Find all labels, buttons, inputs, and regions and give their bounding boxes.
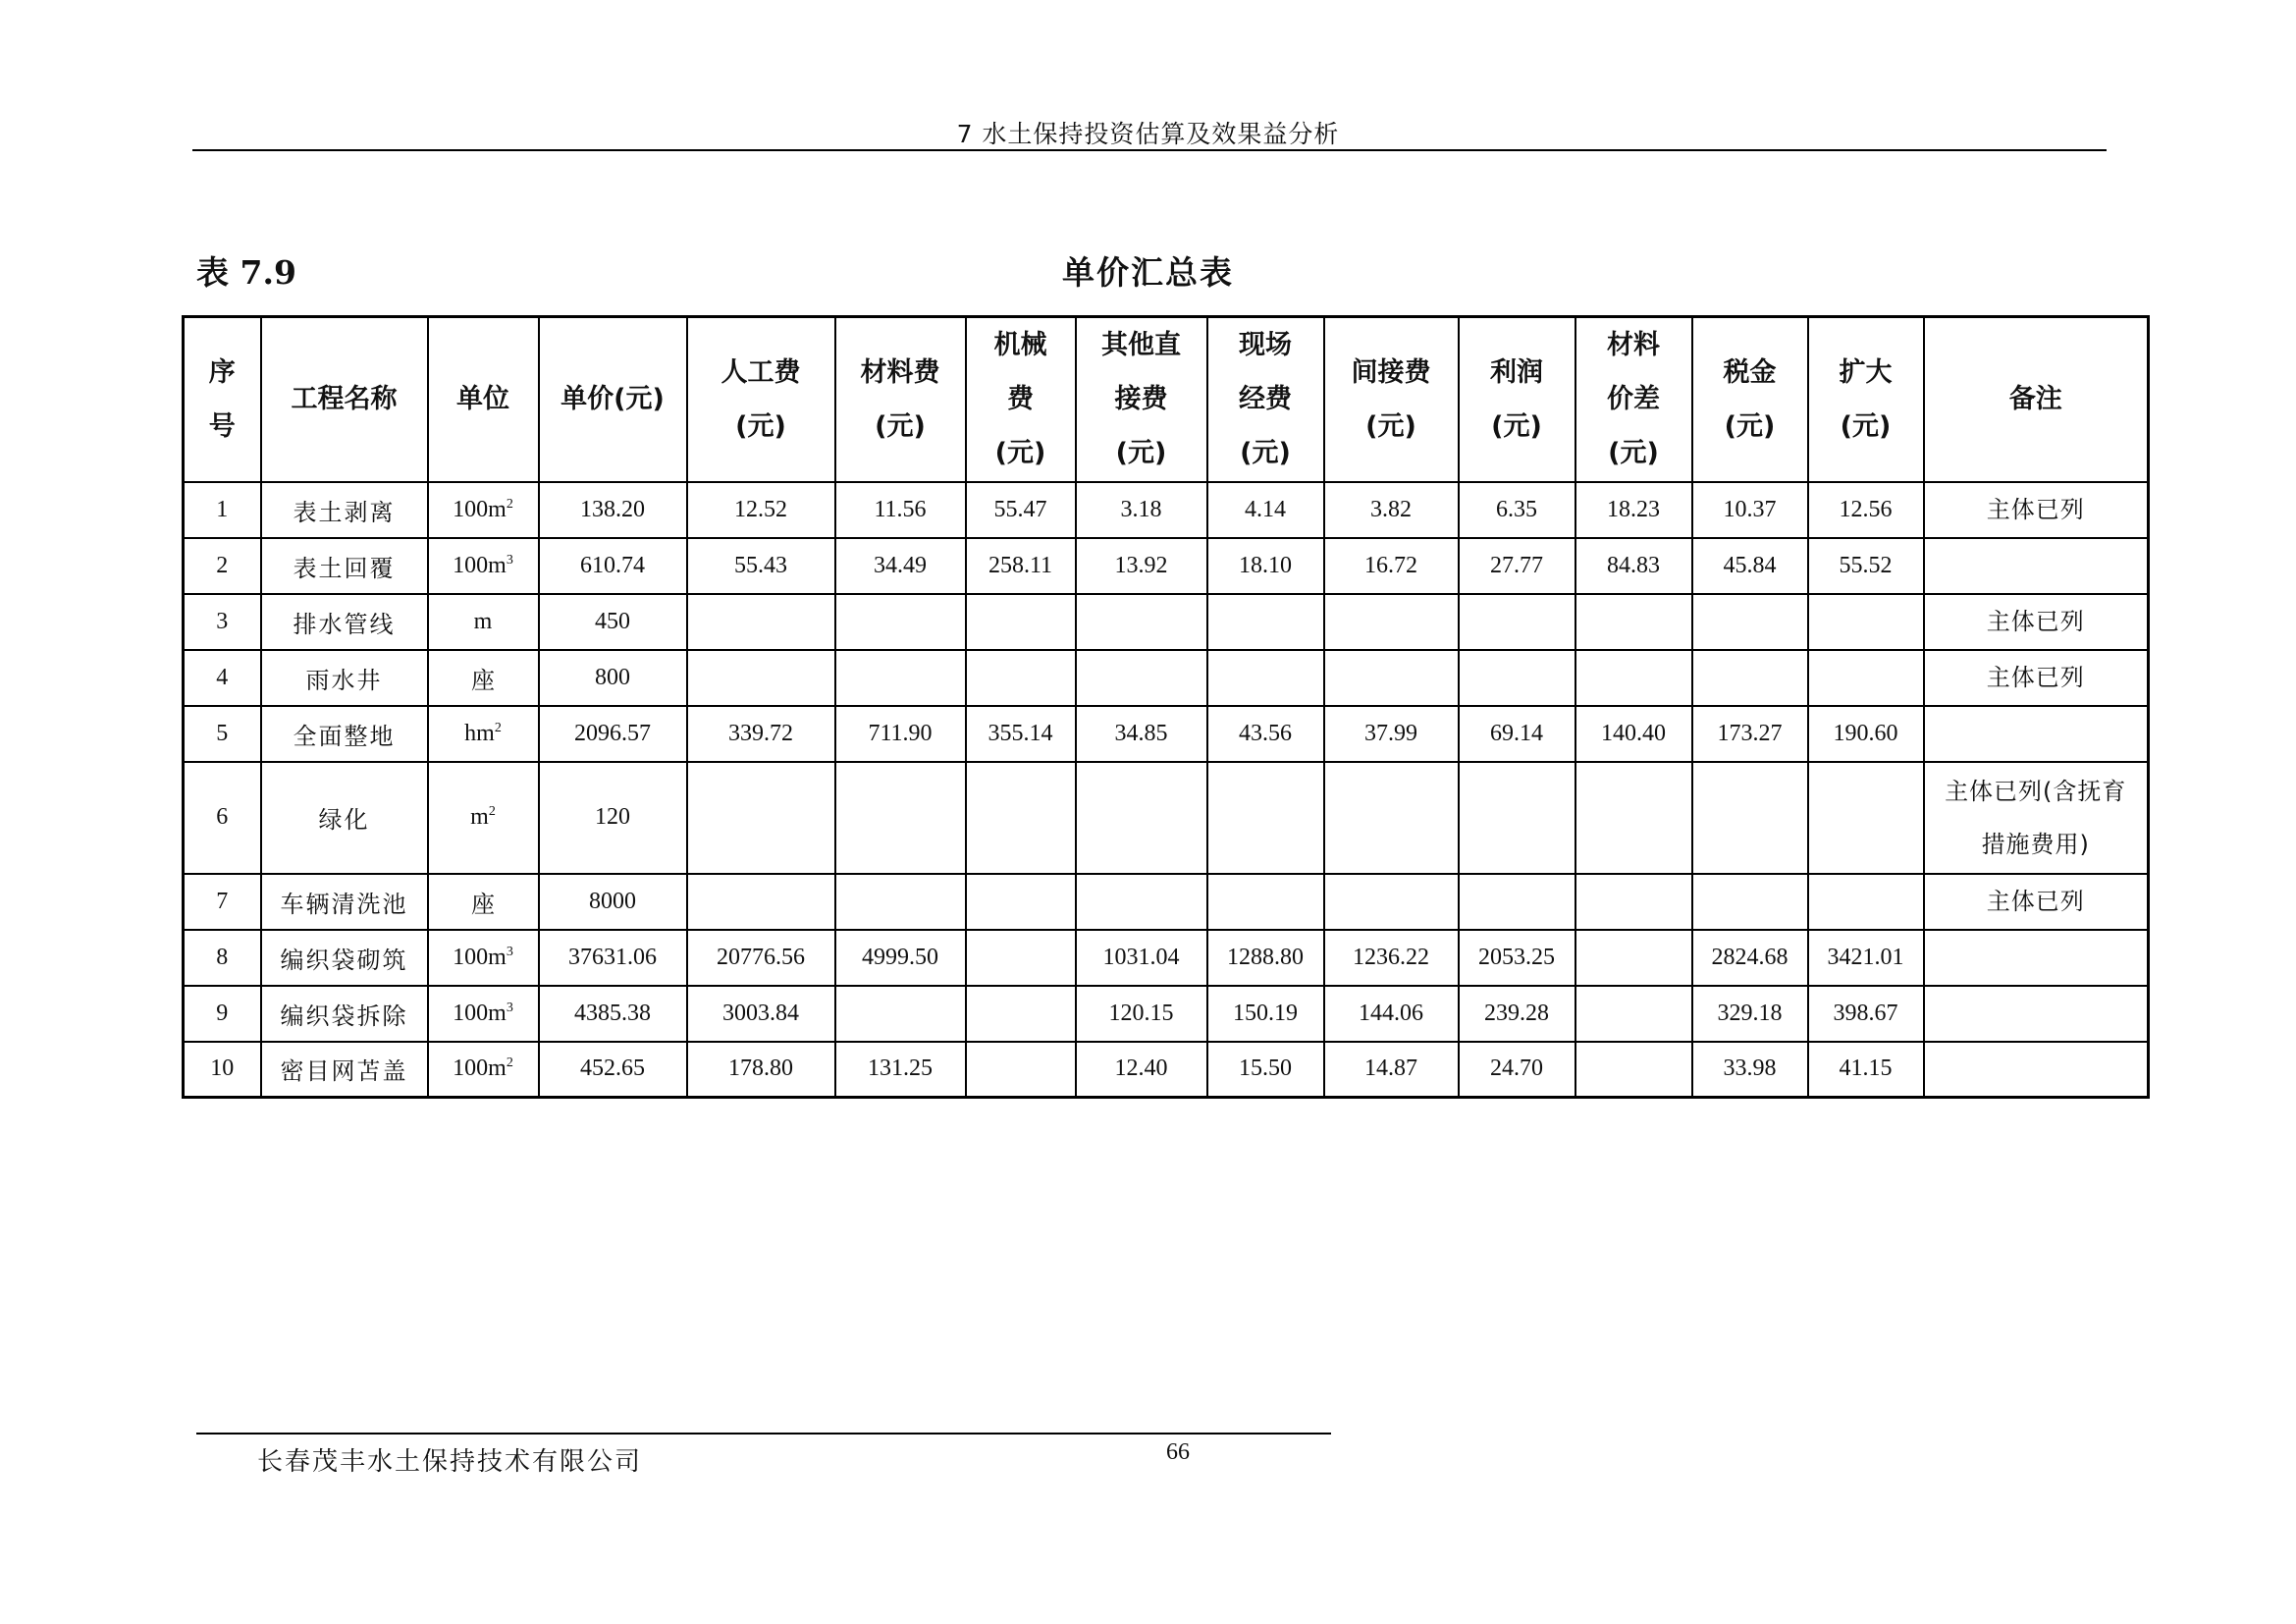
cost-machine [966,594,1076,650]
column-header-line: 其他直 [1101,330,1181,361]
cost-labor: 20776.56 [687,930,835,986]
cost-price: 138.20 [539,482,687,538]
column-header-line: 材料 [1607,330,1660,361]
cost-expand: 398.67 [1808,986,1924,1042]
unit-cell [428,762,539,874]
unit-base: 100m [453,1000,507,1026]
column-header [966,317,1076,482]
column-header-line: (元) [1115,438,1167,469]
unit-cell [428,650,539,706]
row-number: 2 [184,538,261,594]
unit-cell [428,706,539,762]
column-header-line: 税金 [1723,356,1777,388]
row-number: 5 [184,706,261,762]
cost-profit: 6.35 [1459,482,1575,538]
cost-profit: 2053.25 [1459,930,1575,986]
cost-profit [1459,650,1575,706]
column-header [1207,317,1324,482]
cost-labor [687,762,835,874]
table-title: 单价汇总表 [1062,253,1234,292]
column-header [428,317,539,482]
column-header [1076,317,1207,482]
note-cell [1924,706,2149,762]
cost-indirect [1324,874,1459,930]
cost-machine [966,986,1076,1042]
cost-price-diff: 140.40 [1575,706,1692,762]
cost-expand [1808,762,1924,874]
note-line: 主体已列 [1986,888,2085,915]
cost-price-diff [1575,762,1692,874]
cost-other-direct: 12.40 [1076,1042,1207,1098]
cost-expand: 41.15 [1808,1042,1924,1098]
footer-rule [196,1433,1331,1435]
cost-material: 131.25 [835,1042,966,1098]
header-rule [192,149,2107,151]
column-header-line: 工程名称 [291,384,398,415]
cost-expand: 190.60 [1808,706,1924,762]
row-number: 10 [184,1042,261,1098]
page-number: 66 [1166,1439,1190,1465]
cost-profit: 24.70 [1459,1042,1575,1098]
cost-price-diff [1575,986,1692,1042]
cost-expand [1808,650,1924,706]
unit-price-table [182,315,2150,1099]
column-header [1459,317,1575,482]
row-number: 4 [184,650,261,706]
column-header-line: 备注 [2008,384,2062,415]
note-cell [1924,650,2149,706]
column-header-line: (元) [994,438,1046,469]
column-header [261,317,428,482]
note-line: 主体已列 [1986,664,2085,691]
unit-exponent: 2 [506,1056,513,1071]
cost-machine: 258.11 [966,538,1076,594]
cost-indirect: 37.99 [1324,706,1459,762]
unit-base: hm [464,720,495,746]
cost-tax [1692,874,1808,930]
cost-material [835,762,966,874]
cost-site: 150.19 [1207,986,1324,1042]
column-header-line: (元) [735,410,786,442]
cost-price: 450 [539,594,687,650]
column-header-line: 价差 [1607,384,1660,415]
cost-labor: 12.52 [687,482,835,538]
cost-site: 43.56 [1207,706,1324,762]
unit-base: 100m [453,496,507,522]
footer-company: 长春茂丰水土保持技术有限公司 [257,1447,643,1477]
unit-exponent: 2 [506,496,513,512]
cost-other-direct: 3.18 [1076,482,1207,538]
cost-labor [687,874,835,930]
note-cell [1924,930,2149,986]
unit-exponent: 3 [506,552,513,568]
cost-other-direct [1076,594,1207,650]
table-row [184,482,2149,538]
column-header-line: 间接费 [1351,356,1431,388]
column-header-line: 经费 [1239,384,1292,415]
column-header-line: (元) [1491,410,1542,442]
cost-labor: 339.72 [687,706,835,762]
table-row [184,706,2149,762]
unit-base: 100m [453,552,507,578]
cost-machine: 355.14 [966,706,1076,762]
unit-base: 100m [453,1056,507,1082]
column-header-line: 号 [208,410,236,442]
cost-site: 4.14 [1207,482,1324,538]
cost-expand: 3421.01 [1808,930,1924,986]
table-row [184,1042,2149,1098]
cost-other-direct: 120.15 [1076,986,1207,1042]
cost-profit: 69.14 [1459,706,1575,762]
note-line: 主体已列(含抚育 [1945,777,2127,805]
cost-other-direct [1076,762,1207,874]
cost-site [1207,762,1324,874]
cost-price: 452.65 [539,1042,687,1098]
cost-indirect [1324,762,1459,874]
note-cell [1924,482,2149,538]
note-cell [1924,1042,2149,1098]
cost-price-diff [1575,930,1692,986]
cost-other-direct: 34.85 [1076,706,1207,762]
cost-indirect: 144.06 [1324,986,1459,1042]
cost-other-direct [1076,650,1207,706]
cost-other-direct: 13.92 [1076,538,1207,594]
column-header [1692,317,1808,482]
cost-labor [687,650,835,706]
table-header-row [184,317,2149,482]
cost-profit [1459,762,1575,874]
table-number: 表 7.9 [196,253,296,292]
cost-machine [966,930,1076,986]
cost-expand: 55.52 [1808,538,1924,594]
cost-machine [966,650,1076,706]
unit-base: 100m [453,944,507,970]
unit-cell [428,986,539,1042]
column-header [687,317,835,482]
unit-cell [428,930,539,986]
project-name: 表土剥离 [261,482,428,538]
table-row [184,762,2149,874]
column-header [539,317,687,482]
cost-material [835,594,966,650]
cost-material: 34.49 [835,538,966,594]
cost-profit [1459,874,1575,930]
cost-profit [1459,594,1575,650]
column-header-line: (元) [1724,410,1776,442]
row-number: 8 [184,930,261,986]
project-name: 编织袋拆除 [261,986,428,1042]
column-header-line: 扩大 [1839,356,1893,388]
cost-expand: 12.56 [1808,482,1924,538]
row-number: 3 [184,594,261,650]
unit-cell [428,594,539,650]
cost-material: 711.90 [835,706,966,762]
cost-indirect [1324,594,1459,650]
cost-expand [1808,874,1924,930]
unit-cell [428,482,539,538]
project-name: 绿化 [261,762,428,874]
note-line: 主体已列 [1986,496,2085,523]
cost-machine [966,874,1076,930]
cost-other-direct [1076,874,1207,930]
cost-labor [687,594,835,650]
cost-tax [1692,762,1808,874]
project-name: 雨水井 [261,650,428,706]
unit-cell [428,538,539,594]
cost-price: 120 [539,762,687,874]
note-line: 措施费用) [1981,830,2090,858]
cost-machine [966,1042,1076,1098]
cost-site: 1288.80 [1207,930,1324,986]
cost-price-diff [1575,650,1692,706]
note-line: 主体已列 [1986,608,2085,635]
cost-price-diff [1575,1042,1692,1098]
column-header [184,317,261,482]
cost-price: 800 [539,650,687,706]
column-header-line: 接费 [1114,384,1168,415]
column-header-line: (元) [1240,438,1291,469]
unit-cell [428,874,539,930]
unit-base: m [470,804,489,830]
cost-material [835,874,966,930]
column-header [1575,317,1692,482]
cost-material [835,650,966,706]
cost-expand [1808,594,1924,650]
unit-base: 座 [471,890,495,918]
cost-tax [1692,650,1808,706]
table-row [184,538,2149,594]
cost-price: 2096.57 [539,706,687,762]
note-cell [1924,762,2149,874]
cost-indirect: 3.82 [1324,482,1459,538]
column-header-line: (元) [1840,410,1892,442]
cost-tax [1692,594,1808,650]
cost-material [835,986,966,1042]
table-row [184,650,2149,706]
note-cell [1924,986,2149,1042]
cost-profit: 239.28 [1459,986,1575,1042]
column-header-line: 现场 [1239,330,1292,361]
row-number: 7 [184,874,261,930]
cost-price-diff: 84.83 [1575,538,1692,594]
cost-price: 610.74 [539,538,687,594]
table-row [184,986,2149,1042]
project-name: 表土回覆 [261,538,428,594]
cost-indirect: 14.87 [1324,1042,1459,1098]
column-header-line: (元) [1608,438,1659,469]
row-number: 1 [184,482,261,538]
unit-exponent: 2 [488,804,496,819]
page-header-title: 7 水土保持投资估算及效果益分析 [956,120,1340,148]
cost-site [1207,650,1324,706]
cost-labor: 55.43 [687,538,835,594]
cost-indirect: 16.72 [1324,538,1459,594]
cost-material: 4999.50 [835,930,966,986]
table-row [184,594,2149,650]
unit-exponent: 3 [506,944,513,959]
note-cell [1924,874,2149,930]
project-name: 排水管线 [261,594,428,650]
column-header-line: 费 [1007,384,1034,415]
cost-tax: 10.37 [1692,482,1808,538]
column-header-line: 序 [208,356,236,388]
row-number: 6 [184,762,261,874]
unit-cell [428,1042,539,1098]
unit-exponent: 2 [494,720,502,735]
table-row [184,874,2149,930]
table-row [184,930,2149,986]
cost-price: 37631.06 [539,930,687,986]
cost-other-direct: 1031.04 [1076,930,1207,986]
column-header-line: 机械 [993,330,1047,361]
project-name: 编织袋砌筑 [261,930,428,986]
column-header-line: (元) [875,410,926,442]
cost-tax: 329.18 [1692,986,1808,1042]
column-header-line: 材料费 [860,356,940,388]
cost-machine: 55.47 [966,482,1076,538]
row-number: 9 [184,986,261,1042]
column-header [835,317,966,482]
cost-price: 8000 [539,874,687,930]
cost-price-diff: 18.23 [1575,482,1692,538]
column-header [1324,317,1459,482]
column-header [1924,317,2149,482]
column-header [1808,317,1924,482]
cost-machine [966,762,1076,874]
cost-site [1207,874,1324,930]
column-header-line: 单位 [456,384,509,415]
note-cell [1924,538,2149,594]
column-header-line: (元) [1365,410,1416,442]
column-header-line: 单价(元) [561,384,665,415]
cost-tax: 33.98 [1692,1042,1808,1098]
unit-base: m [473,608,493,634]
cost-indirect [1324,650,1459,706]
project-name: 车辆清洗池 [261,874,428,930]
cost-price-diff [1575,594,1692,650]
project-name: 全面整地 [261,706,428,762]
unit-exponent: 3 [506,1000,513,1015]
cost-labor: 178.80 [687,1042,835,1098]
cost-site [1207,594,1324,650]
cost-site: 18.10 [1207,538,1324,594]
note-cell [1924,594,2149,650]
column-header-line: 人工费 [721,356,801,388]
cost-tax: 173.27 [1692,706,1808,762]
unit-base: 座 [471,666,495,694]
cost-site: 15.50 [1207,1042,1324,1098]
cost-tax: 2824.68 [1692,930,1808,986]
cost-tax: 45.84 [1692,538,1808,594]
column-header-line: 利润 [1490,356,1543,388]
cost-price: 4385.38 [539,986,687,1042]
cost-price-diff [1575,874,1692,930]
cost-indirect: 1236.22 [1324,930,1459,986]
project-name: 密目网苫盖 [261,1042,428,1098]
cost-material: 11.56 [835,482,966,538]
cost-profit: 27.77 [1459,538,1575,594]
cost-labor: 3003.84 [687,986,835,1042]
